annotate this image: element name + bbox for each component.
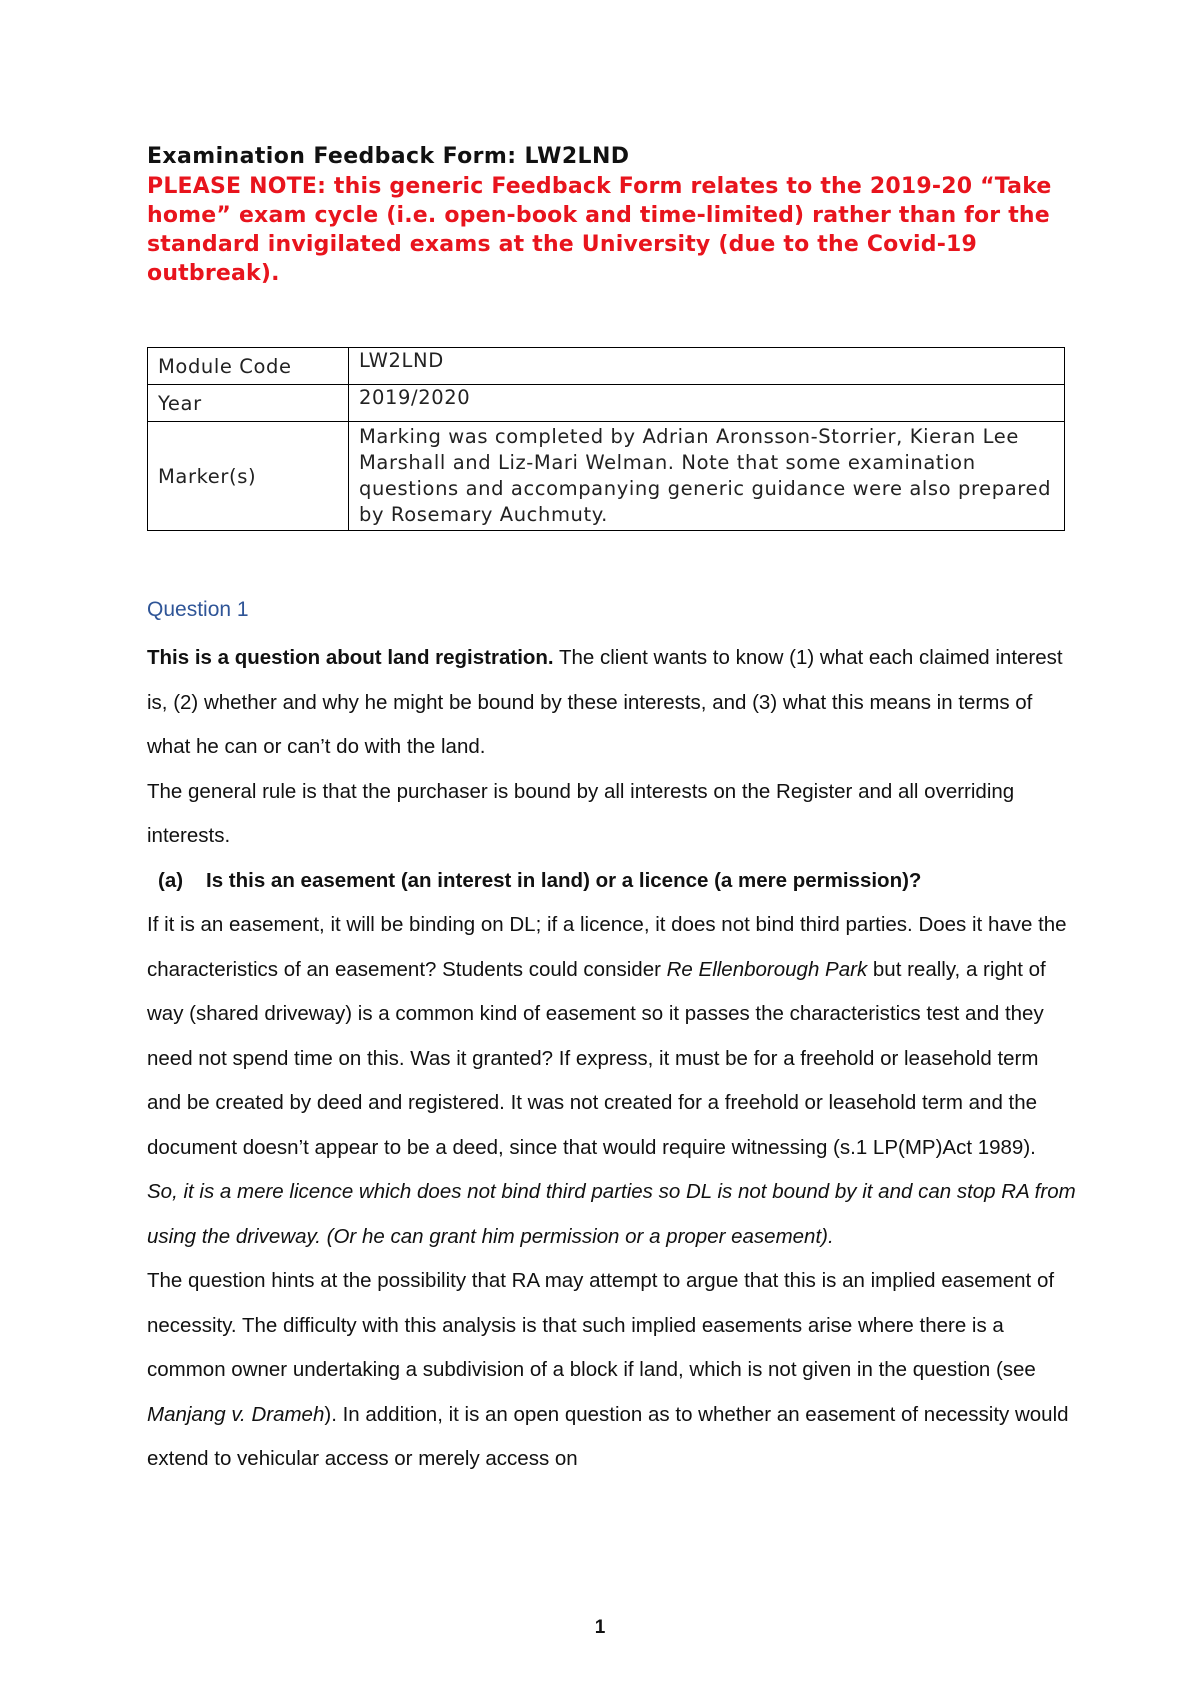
markers-value: Marking was completed by Adrian Aronsson-Storrier, Kieran Lee Marshall and Liz-Mari Welman. Note that some examination questions and accompanying generic guidance were also prepared by Rosemary Auchmuty. <box>349 422 1065 531</box>
case-citation: Re Ellenborough Park <box>666 957 868 981</box>
necessity-text-1: The question hints at the possibility that RA may attempt to argue that this is an implied easement of necessity. The difficulty with this analysis is that such implied easements arise where there is a common owner undertaking a subdivision of a block if land, which is not given in the question (see <box>147 1269 1055 1381</box>
conclusion-paragraph: So, it is a mere licence which does not bind third parties so DL is not bound by it and can stop RA from using the driveway. (Or he can grant him permission or a proper easement). <box>147 1180 1076 1248</box>
necessity-paragraph <box>147 1259 1077 1482</box>
page-number: 1 <box>594 1617 606 1638</box>
easement-paragraph <box>147 903 1077 1170</box>
module-code-label: Module Code <box>148 348 349 385</box>
easement-text-1: If it is an easement, it will be binding on DL; if a licence, it does not bind third parties. Does it have the characteristics of an easement? Students could consider <box>147 913 1067 981</box>
subquestion-marker: (a) <box>158 868 184 892</box>
case-citation: Manjang v. Drameh <box>147 1402 325 1426</box>
year-label: Year <box>148 385 349 422</box>
intro-rest: The client wants to know (1) what each claimed interest is, (2) whether and why he might be bound by these interests, and (3) what this means in terms of what he can or can’t do with the land. <box>147 646 1063 758</box>
year-value: 2019/2020 <box>349 385 1065 422</box>
necessity-text-2: ). In addition, it is an open question as to whether an easement of necessity would extend to vehicular access or merely access on <box>147 1402 1069 1470</box>
answer-body <box>147 636 1077 1482</box>
covid-notice: PLEASE NOTE: this generic Feedback Form relates to the 2019-20 “Take home” exam cycle (i.e. open-book and time-limited) rather than for the standard invigilated exams at the University (due to the Covid-19 outbreak). <box>147 174 1052 286</box>
table-row <box>148 385 1065 422</box>
subquestion-heading <box>147 859 1077 904</box>
easement-text-2: but really, a right of way (shared driveway) is a common kind of easement so it passes the characteristics test and they need not spend time on this. Was it granted? If express, it must be for a freehold or leasehold term and be created by deed and registered. It was not created for a freehold or leasehold term and the document doesn’t appear to be a deed, since that would require witnessing (s.1 LP(MP)Act 1989). <box>147 957 1046 1159</box>
module-info-table <box>147 347 1065 531</box>
document-title: Examination Feedback Form: LW2LND <box>147 144 630 169</box>
general-rule-paragraph: The general rule is that the purchaser is bound by all interests on the Register and all overriding interests. <box>147 779 1015 847</box>
table-row <box>148 348 1065 385</box>
question-heading: Question 1 <box>147 598 249 621</box>
intro-paragraph <box>147 636 1077 770</box>
markers-label: Marker(s) <box>148 422 349 531</box>
table-row <box>148 422 1065 531</box>
intro-lead: This is a question about land registration. <box>147 646 554 669</box>
module-code-value: LW2LND <box>349 348 1065 385</box>
subquestion-text: Is this an easement (an interest in land) or a licence (a mere permission)? <box>206 868 922 892</box>
